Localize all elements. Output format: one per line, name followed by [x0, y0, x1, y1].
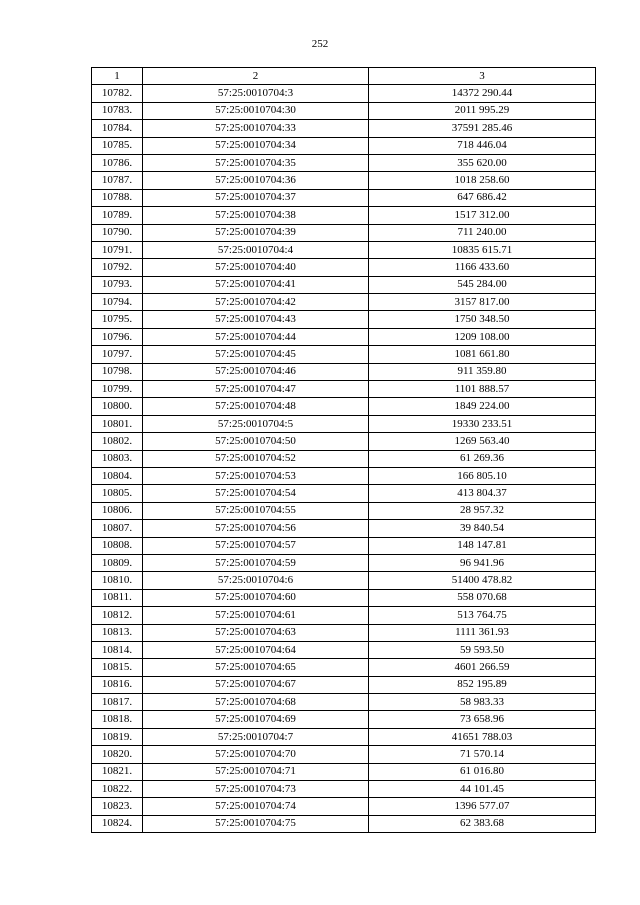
cadastral-number-cell: 57:25:0010704:44	[143, 328, 369, 345]
table-row	[92, 172, 596, 189]
column-header-number: 1	[92, 68, 143, 85]
cadastral-number-cell: 57:25:0010704:54	[143, 485, 369, 502]
cadastral-number-cell: 57:25:0010704:48	[143, 398, 369, 415]
cadastral-number-cell: 57:25:0010704:35	[143, 154, 369, 171]
row-number-cell: 10800.	[92, 398, 143, 415]
value-cell: 37591 285.46	[369, 120, 596, 137]
row-number-cell: 10816.	[92, 676, 143, 693]
table-row	[92, 502, 596, 519]
value-cell: 73 658.96	[369, 711, 596, 728]
column-header-value: 3	[369, 68, 596, 85]
column-header-cadastral-number: 2	[143, 68, 369, 85]
value-cell: 62 383.68	[369, 815, 596, 832]
cadastral-number-cell: 57:25:0010704:75	[143, 815, 369, 832]
cadastral-number-cell: 57:25:0010704:36	[143, 172, 369, 189]
cadastral-number-cell: 57:25:0010704:39	[143, 224, 369, 241]
value-cell: 59 593.50	[369, 641, 596, 658]
value-cell: 96 941.96	[369, 554, 596, 571]
value-cell: 51400 478.82	[369, 572, 596, 589]
value-cell: 1269 563.40	[369, 433, 596, 450]
cadastral-number-cell: 57:25:0010704:38	[143, 207, 369, 224]
value-cell: 44 101.45	[369, 781, 596, 798]
table-row	[92, 433, 596, 450]
row-number-cell: 10795.	[92, 311, 143, 328]
table-row	[92, 659, 596, 676]
row-number-cell: 10803.	[92, 450, 143, 467]
cadastral-number-cell: 57:25:0010704:5	[143, 415, 369, 432]
row-number-cell: 10789.	[92, 207, 143, 224]
row-number-cell: 10782.	[92, 85, 143, 102]
table-row	[92, 624, 596, 641]
value-cell: 545 284.00	[369, 276, 596, 293]
row-number-cell: 10810.	[92, 572, 143, 589]
row-number-cell: 10801.	[92, 415, 143, 432]
value-cell: 558 070.68	[369, 589, 596, 606]
table-row	[92, 276, 596, 293]
row-number-cell: 10792.	[92, 259, 143, 276]
table-row	[92, 554, 596, 571]
cadastral-number-cell: 57:25:0010704:53	[143, 467, 369, 484]
table-row	[92, 85, 596, 102]
cadastral-number-cell: 57:25:0010704:71	[143, 763, 369, 780]
cadastral-number-cell: 57:25:0010704:34	[143, 137, 369, 154]
cadastral-number-cell: 57:25:0010704:56	[143, 520, 369, 537]
row-number-cell: 10822.	[92, 781, 143, 798]
value-cell: 1209 108.00	[369, 328, 596, 345]
table-row	[92, 241, 596, 258]
table-row	[92, 294, 596, 311]
row-number-cell: 10790.	[92, 224, 143, 241]
table-row	[92, 746, 596, 763]
value-cell: 1166 433.60	[369, 259, 596, 276]
table-row	[92, 711, 596, 728]
row-number-cell: 10796.	[92, 328, 143, 345]
value-cell: 647 686.42	[369, 189, 596, 206]
cadastral-number-cell: 57:25:0010704:73	[143, 781, 369, 798]
row-number-cell: 10819.	[92, 728, 143, 745]
cadastral-number-cell: 57:25:0010704:67	[143, 676, 369, 693]
value-cell: 2011 995.29	[369, 102, 596, 119]
cadastral-number-cell: 57:25:0010704:74	[143, 798, 369, 815]
row-number-cell: 10812.	[92, 607, 143, 624]
row-number-cell: 10821.	[92, 763, 143, 780]
row-number-cell: 10794.	[92, 294, 143, 311]
cadastral-number-cell: 57:25:0010704:52	[143, 450, 369, 467]
row-number-cell: 10818.	[92, 711, 143, 728]
cadastral-number-cell: 57:25:0010704:50	[143, 433, 369, 450]
row-number-cell: 10811.	[92, 589, 143, 606]
row-number-cell: 10791.	[92, 241, 143, 258]
row-number-cell: 10808.	[92, 537, 143, 554]
table-row	[92, 798, 596, 815]
cadastral-number-cell: 57:25:0010704:40	[143, 259, 369, 276]
table-row	[92, 381, 596, 398]
value-cell: 1517 312.00	[369, 207, 596, 224]
cadastral-number-cell: 57:25:0010704:30	[143, 102, 369, 119]
table-row	[92, 641, 596, 658]
cadastral-number-cell: 57:25:0010704:45	[143, 346, 369, 363]
row-number-cell: 10797.	[92, 346, 143, 363]
row-number-cell: 10804.	[92, 467, 143, 484]
value-cell: 58 983.33	[369, 694, 596, 711]
table-row	[92, 207, 596, 224]
table-row	[92, 224, 596, 241]
value-cell: 148 147.81	[369, 537, 596, 554]
row-number-cell: 10805.	[92, 485, 143, 502]
row-number-cell: 10802.	[92, 433, 143, 450]
value-cell: 166 805.10	[369, 467, 596, 484]
cadastral-number-cell: 57:25:0010704:47	[143, 381, 369, 398]
row-number-cell: 10783.	[92, 102, 143, 119]
row-number-cell: 10787.	[92, 172, 143, 189]
value-cell: 19330 233.51	[369, 415, 596, 432]
table-header-row	[92, 68, 596, 85]
value-cell: 1081 661.80	[369, 346, 596, 363]
cadastral-number-cell: 57:25:0010704:4	[143, 241, 369, 258]
table-row	[92, 328, 596, 345]
cadastral-number-cell: 57:25:0010704:65	[143, 659, 369, 676]
table-row	[92, 589, 596, 606]
value-cell: 718 446.04	[369, 137, 596, 154]
cadastral-number-cell: 57:25:0010704:41	[143, 276, 369, 293]
row-number-cell: 10785.	[92, 137, 143, 154]
table-row	[92, 102, 596, 119]
row-number-cell: 10814.	[92, 641, 143, 658]
value-cell: 711 240.00	[369, 224, 596, 241]
data-table	[91, 67, 596, 833]
row-number-cell: 10807.	[92, 520, 143, 537]
value-cell: 355 620.00	[369, 154, 596, 171]
table-row	[92, 189, 596, 206]
value-cell: 14372 290.44	[369, 85, 596, 102]
value-cell: 1750 348.50	[369, 311, 596, 328]
cadastral-number-cell: 57:25:0010704:60	[143, 589, 369, 606]
table-row	[92, 763, 596, 780]
cadastral-number-cell: 57:25:0010704:61	[143, 607, 369, 624]
table-row	[92, 137, 596, 154]
table-row	[92, 676, 596, 693]
table-row	[92, 259, 596, 276]
row-number-cell: 10824.	[92, 815, 143, 832]
table-row	[92, 415, 596, 432]
page-number: 252	[311, 38, 329, 50]
row-number-cell: 10817.	[92, 694, 143, 711]
table-row	[92, 728, 596, 745]
cadastral-number-cell: 57:25:0010704:46	[143, 363, 369, 380]
value-cell: 61 269.36	[369, 450, 596, 467]
cadastral-number-cell: 57:25:0010704:68	[143, 694, 369, 711]
value-cell: 1101 888.57	[369, 381, 596, 398]
cadastral-number-cell: 57:25:0010704:69	[143, 711, 369, 728]
value-cell: 4601 266.59	[369, 659, 596, 676]
value-cell: 1849 224.00	[369, 398, 596, 415]
cadastral-number-cell: 57:25:0010704:63	[143, 624, 369, 641]
value-cell: 1018 258.60	[369, 172, 596, 189]
table-body	[92, 85, 596, 833]
cadastral-number-cell: 57:25:0010704:6	[143, 572, 369, 589]
cadastral-number-cell: 57:25:0010704:33	[143, 120, 369, 137]
row-number-cell: 10815.	[92, 659, 143, 676]
table-row	[92, 398, 596, 415]
cadastral-number-cell: 57:25:0010704:3	[143, 85, 369, 102]
table-row	[92, 781, 596, 798]
value-cell: 41651 788.03	[369, 728, 596, 745]
table-row	[92, 346, 596, 363]
value-cell: 39 840.54	[369, 520, 596, 537]
value-cell: 61 016.80	[369, 763, 596, 780]
row-number-cell: 10823.	[92, 798, 143, 815]
row-number-cell: 10806.	[92, 502, 143, 519]
cadastral-number-cell: 57:25:0010704:64	[143, 641, 369, 658]
cadastral-number-cell: 57:25:0010704:42	[143, 294, 369, 311]
cadastral-number-cell: 57:25:0010704:59	[143, 554, 369, 571]
value-cell: 71 570.14	[369, 746, 596, 763]
cadastral-number-cell: 57:25:0010704:57	[143, 537, 369, 554]
value-cell: 413 804.37	[369, 485, 596, 502]
cadastral-number-cell: 57:25:0010704:7	[143, 728, 369, 745]
cadastral-number-cell: 57:25:0010704:43	[143, 311, 369, 328]
table-row	[92, 815, 596, 832]
table-row	[92, 120, 596, 137]
value-cell: 513 764.75	[369, 607, 596, 624]
row-number-cell: 10788.	[92, 189, 143, 206]
row-number-cell: 10820.	[92, 746, 143, 763]
value-cell: 911 359.80	[369, 363, 596, 380]
row-number-cell: 10793.	[92, 276, 143, 293]
row-number-cell: 10809.	[92, 554, 143, 571]
value-cell: 1396 577.07	[369, 798, 596, 815]
row-number-cell: 10813.	[92, 624, 143, 641]
cadastral-number-cell: 57:25:0010704:37	[143, 189, 369, 206]
row-number-cell: 10799.	[92, 381, 143, 398]
table-row	[92, 572, 596, 589]
table-row	[92, 485, 596, 502]
row-number-cell: 10798.	[92, 363, 143, 380]
row-number-cell: 10784.	[92, 120, 143, 137]
value-cell: 1111 361.93	[369, 624, 596, 641]
table-row	[92, 467, 596, 484]
value-cell: 10835 615.71	[369, 241, 596, 258]
table-row	[92, 520, 596, 537]
value-cell: 28 957.32	[369, 502, 596, 519]
value-cell: 3157 817.00	[369, 294, 596, 311]
value-cell: 852 195.89	[369, 676, 596, 693]
cadastral-number-cell: 57:25:0010704:70	[143, 746, 369, 763]
table-row	[92, 450, 596, 467]
table-row	[92, 154, 596, 171]
table-row	[92, 694, 596, 711]
table-row	[92, 311, 596, 328]
cadastral-number-cell: 57:25:0010704:55	[143, 502, 369, 519]
table-row	[92, 607, 596, 624]
row-number-cell: 10786.	[92, 154, 143, 171]
table-row	[92, 363, 596, 380]
table-row	[92, 537, 596, 554]
